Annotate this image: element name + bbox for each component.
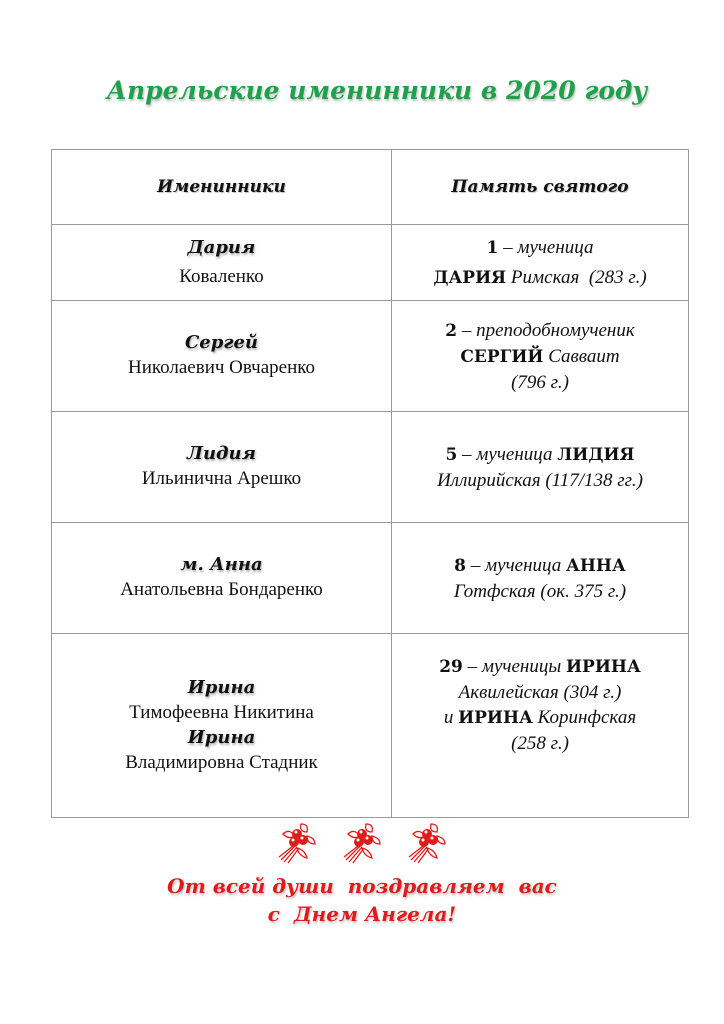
flower-bouquet-icon [275, 820, 319, 864]
flower-bouquet-icon [340, 820, 384, 864]
saint-title: мученица [517, 236, 594, 258]
flower-bouquet-icon [405, 820, 449, 864]
table-row [52, 634, 689, 818]
celebrant-name: Сергей [184, 332, 259, 353]
greeting-line-1: От всей души поздравляем вас [167, 874, 557, 898]
saint-title: мученицы [481, 656, 562, 677]
saint-day: 8 [454, 555, 467, 576]
saint-year: (258 г.) [511, 733, 569, 754]
saint-place: Римская [510, 266, 580, 288]
saint-title: преподобномученик [476, 319, 635, 341]
saint-conjunction: и [443, 707, 454, 728]
page-title: Апрельские именинники в 2020 году [106, 76, 648, 105]
greeting [0, 872, 724, 928]
saint-name: ДАРИЯ [433, 267, 507, 288]
saint-year: (283 г.) [588, 266, 647, 288]
saint-day: 5 [445, 444, 458, 465]
flower-decoration [0, 820, 724, 868]
celebrant-name: Ирина [187, 726, 256, 748]
celebrant-cell [52, 225, 392, 301]
saint-name: ЛИДИЯ [557, 444, 635, 465]
saint-place: Иллирийская [437, 469, 541, 491]
saint-title: мученица [485, 554, 562, 576]
header-celebrants: Именинники [52, 150, 392, 225]
celebrant-fullname: Николаевич Овчаренко [127, 357, 316, 378]
celebrant-fullname: Анатольевна Бондаренко [120, 579, 323, 600]
saint-name: ИРИНА [458, 708, 533, 728]
celebrant-name: Ирина [187, 676, 256, 698]
saint-year: (ок. 375 г.) [540, 580, 627, 602]
saint-year: (796 г.) [511, 371, 569, 393]
separator: – [457, 443, 477, 465]
celebrant-cell [52, 301, 392, 412]
saint-day: 29 [439, 657, 463, 677]
greeting-line-2: с Днем Ангела! [267, 902, 457, 926]
celebrant-fullname: Ильинична Арешко [141, 468, 302, 489]
celebrant-cell [52, 523, 392, 634]
celebrant-name: Лидия [187, 443, 256, 464]
saint-year: (304 г.) [563, 682, 622, 703]
saint-cell [392, 225, 689, 301]
table-row [52, 412, 689, 523]
saint-cell [392, 301, 689, 412]
table-header-row [52, 150, 689, 225]
separator: – [462, 656, 482, 677]
header-saint-memory: Память святого [392, 150, 689, 225]
celebrant-cell [52, 634, 392, 818]
separator: – [457, 319, 477, 341]
celebrant-cell [52, 412, 392, 523]
saint-name: СЕРГИЙ [460, 346, 544, 367]
saint-year: (117/138 гг.) [545, 469, 643, 491]
saint-place: Савваит [548, 345, 620, 367]
saint-place: Коринфская [537, 707, 637, 728]
celebrant-name: м. Анна [180, 554, 263, 575]
table-row [52, 301, 689, 412]
saint-title: мученица [476, 443, 553, 465]
table-row [52, 225, 689, 301]
saint-cell [392, 523, 689, 634]
celebrant-fullname: Владимировна Стадник [125, 751, 318, 773]
name-days-table [51, 149, 689, 818]
saint-cell [392, 634, 689, 818]
saint-place: Готфская [453, 580, 536, 602]
saint-day: 1 [486, 237, 499, 258]
table-row [52, 523, 689, 634]
celebrant-fullname: Коваленко [179, 265, 264, 287]
celebrant-name: Дария [187, 236, 256, 258]
celebrant-fullname: Тимофеевна Никитина [129, 701, 314, 723]
separator: – [498, 236, 518, 258]
saint-day: 2 [445, 320, 458, 341]
saint-place: Аквилейская [458, 682, 559, 703]
separator: – [466, 554, 486, 576]
saint-name: ИРИНА [565, 657, 641, 677]
saint-cell [392, 412, 689, 523]
saint-name: АННА [565, 555, 626, 576]
